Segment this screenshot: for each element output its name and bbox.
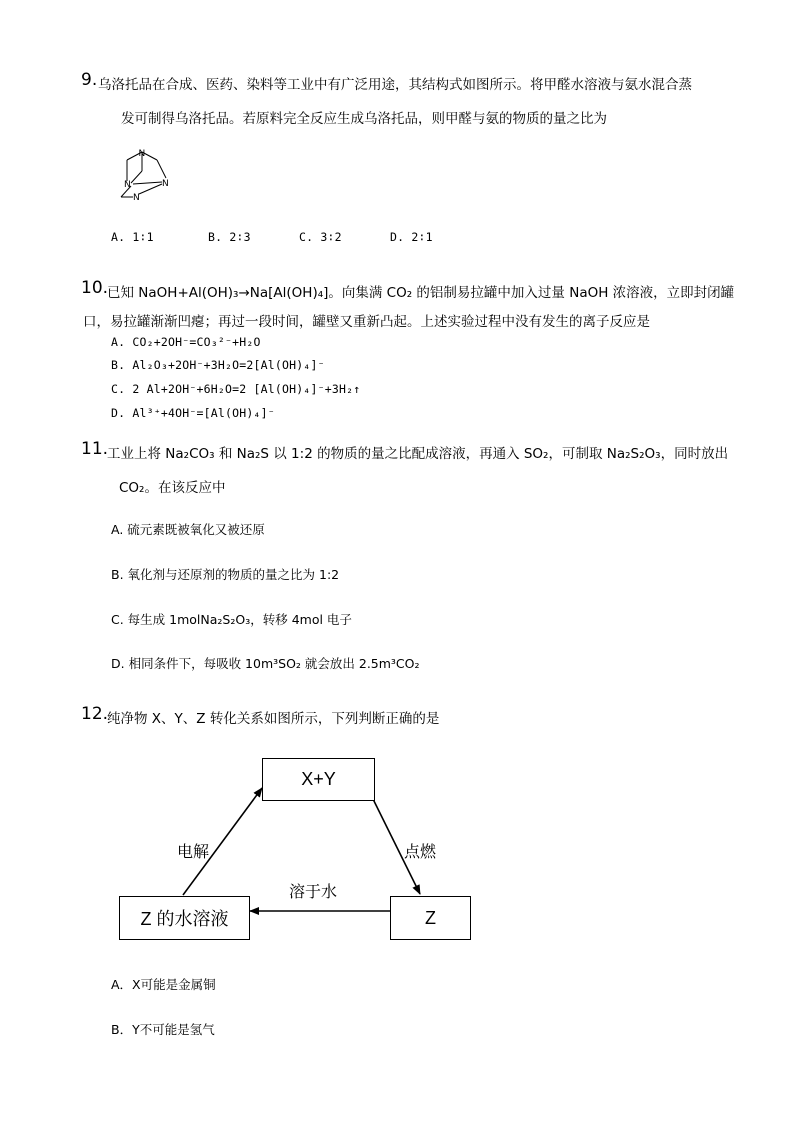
question-9-option-c: C. 3∶2 bbox=[299, 230, 342, 244]
question-11-text-line1: 工业上将 Na₂CO₃ 和 Na₂S 以 1:2 的物质的量之比配成溶液，再通入 SO₂，可制取 Na₂S₂O₃，同时放出 bbox=[107, 446, 729, 462]
box-z-aqueous-solution: Z 的水溶液 bbox=[119, 896, 250, 940]
question-10-option-d: D. Al³⁺+4OH⁻=[Al(OH)₄]⁻ bbox=[111, 406, 275, 420]
question-9-number: 9. bbox=[81, 70, 98, 90]
question-10-text-line1: 已知 NaOH+Al(OH)₃→Na[Al(OH)₄]。向集满 CO₂ 的铝制易拉罐中加入过量 NaOH 浓溶液，立即封闭罐 bbox=[107, 285, 735, 301]
question-11-option-d: D. 相同条件下，每吸收 10m³SO₂ 就会放出 2.5m³CO₂ bbox=[111, 656, 420, 671]
question-10-option-a: A. CO₂+2OH⁻=CO₃²⁻+H₂O bbox=[111, 335, 261, 349]
label-ignition: 点燃 bbox=[404, 842, 437, 861]
question-10-number: 10. bbox=[81, 278, 109, 298]
question-11-option-a: A. 硫元素既被氧化又被还原 bbox=[111, 522, 265, 537]
question-12-text-line1: 纯净物 X、Y、Z 转化关系如图所示，下列判断正确的是 bbox=[107, 711, 440, 727]
question-11-text-line2: CO₂。在该反应中 bbox=[119, 480, 226, 496]
question-11-number: 11. bbox=[81, 439, 109, 459]
nitrogen-atom-right: N bbox=[162, 179, 169, 189]
question-10-text-line2: 口，易拉罐渐渐凹瘪；再过一段时间，罐壁又重新凸起。上述实验过程中没有发生的离子反应是 bbox=[83, 314, 650, 330]
question-11-option-c: C. 每生成 1molNa₂S₂O₃，转移 4mol 电子 bbox=[111, 612, 352, 627]
question-9-text-line2: 发可制得乌洛托品。若原料完全反应生成乌洛托品，则甲醛与氨的物质的量之比为 bbox=[121, 111, 607, 127]
question-12-option-b: B．Y不可能是氢气 bbox=[111, 1022, 215, 1037]
label-electrolysis: 电解 bbox=[177, 842, 210, 861]
nitrogen-atom-left: N bbox=[124, 180, 131, 190]
question-9-option-a: A. 1∶1 bbox=[111, 230, 154, 244]
question-11-option-b: B. 氧化剂与还原剂的物质的量之比为 1:2 bbox=[111, 567, 340, 582]
label-dissolve-in-water: 溶于水 bbox=[289, 882, 338, 901]
question-9-option-b: B. 2∶3 bbox=[208, 230, 251, 244]
box-z: Z bbox=[390, 896, 471, 940]
question-10-option-c: C. 2 Al+2OH⁻+6H₂O=2 [Al(OH)₄]⁻+3H₂↑ bbox=[111, 382, 361, 396]
box-x-plus-y: X+Y bbox=[262, 758, 375, 801]
question-10-option-b: B. Al₂O₃+2OH⁻+3H₂O=2[Al(OH)₄]⁻ bbox=[111, 358, 325, 372]
question-9-text-line1: 乌洛托品在合成、医药、染料等工业中有广泛用途，其结构式如图所示。将甲醛水溶液与氨水混合蒸 bbox=[98, 77, 692, 93]
question-12-number: 12. bbox=[81, 704, 109, 724]
question-9-option-d: D. 2∶1 bbox=[390, 230, 433, 244]
nitrogen-atom-top: N bbox=[138, 149, 146, 159]
nitrogen-atom-bottom: N bbox=[133, 193, 140, 203]
question-12-option-a: A．X可能是金属铜 bbox=[111, 977, 216, 992]
